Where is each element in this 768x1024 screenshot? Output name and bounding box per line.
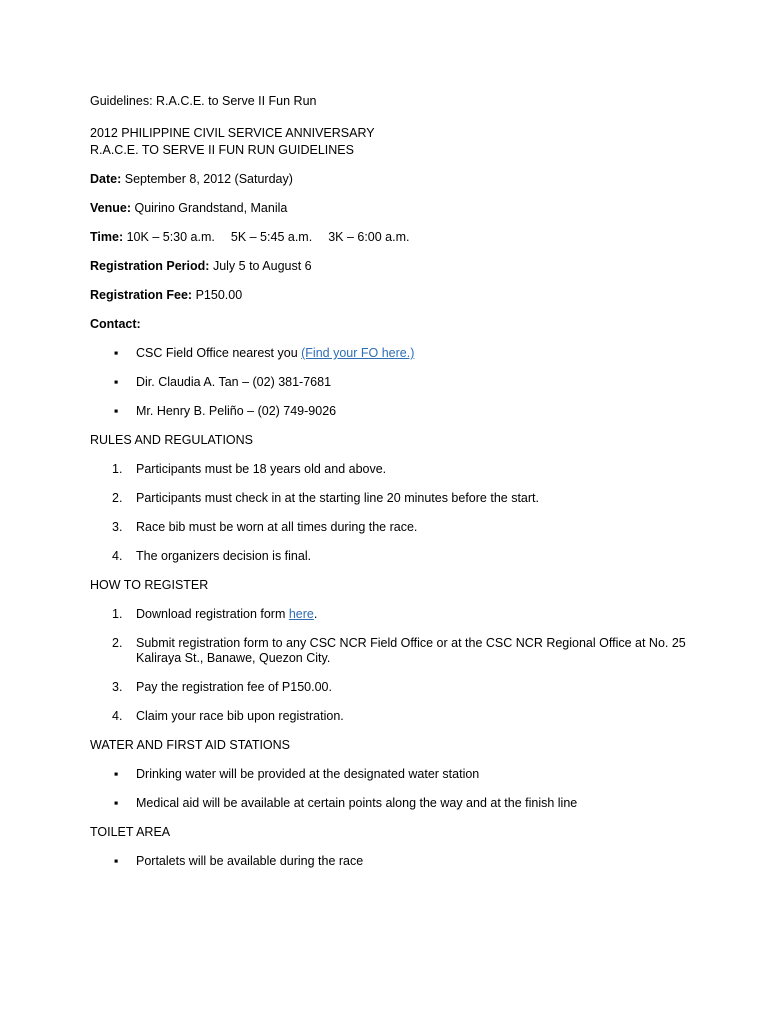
rule-text: Participants must be 18 years old and above. (136, 462, 387, 476)
registration-period-label: Registration Period: (90, 259, 210, 273)
water-item-text: Drinking water will be provided at the designated water station (136, 767, 480, 781)
list-item (90, 796, 710, 811)
registration-period-line (90, 259, 710, 274)
contact-label-text: Contact: (90, 317, 141, 331)
contact-item-text: CSC Field Office nearest you (136, 346, 302, 360)
toilet-list (90, 854, 710, 869)
register-step-text: Download registration form (136, 607, 289, 621)
venue-label: Venue: (90, 201, 131, 215)
venue-line (90, 201, 710, 216)
document-page (90, 94, 710, 883)
item-number: 1. (112, 607, 123, 621)
item-number: 2. (112, 636, 123, 650)
rule-text: Participants must check in at the starting line 20 minutes before the start. (136, 491, 539, 505)
contact-item-text: Dir. Claudia A. Tan – (02) 381-7681 (136, 375, 332, 389)
water-item-text: Medical aid will be available at certain points along the way and at the finish line (136, 796, 578, 810)
bullet-icon: ▪ (114, 346, 119, 360)
rule-text: The organizers decision is final. (136, 549, 312, 563)
list-item (90, 549, 710, 564)
list-item (90, 636, 710, 666)
rules-heading: RULES AND REGULATIONS (90, 433, 254, 447)
time-10k: 10K – 5:30 a.m. (126, 230, 215, 244)
list-item (90, 375, 710, 390)
list-item (90, 462, 710, 477)
find-fo-link[interactable]: (Find your FO here.) (301, 346, 415, 360)
list-item (90, 404, 710, 419)
document-title: Guidelines: R.A.C.E. to Serve II Fun Run (90, 94, 317, 108)
time-label: Time: (90, 230, 124, 244)
time-5k: 5K – 5:45 a.m. (230, 230, 313, 244)
date-value: September 8, 2012 (Saturday) (124, 172, 293, 186)
heading-line-2: R.A.C.E. TO SERVE II FUN RUN GUIDELINES (90, 143, 354, 157)
item-number: 4. (112, 709, 123, 723)
contact-list (90, 346, 710, 419)
list-item (90, 491, 710, 506)
item-number: 2. (112, 491, 123, 505)
water-list (90, 767, 710, 811)
bullet-icon: ▪ (114, 767, 119, 781)
toilet-heading: TOILET AREA (90, 825, 171, 839)
contact-item-text: Mr. Henry B. Peliño – (02) 749-9026 (136, 404, 337, 418)
item-number: 4. (112, 549, 123, 563)
rules-list (90, 462, 710, 564)
time-line (90, 230, 710, 245)
time-3k: 3K – 6:00 a.m. (328, 230, 410, 244)
item-number: 3. (112, 520, 123, 534)
water-heading: WATER AND FIRST AID STATIONS (90, 738, 291, 752)
list-item (90, 709, 710, 724)
register-step-text: Claim your race bib upon registration. (136, 709, 344, 723)
rule-text: Race bib must be worn at all times during the race. (136, 520, 418, 534)
item-number: 1. (112, 462, 123, 476)
register-step-text: Submit registration form to any CSC NCR Field Office or at the CSC NCR Regional Office at No. 25 Kaliraya St., Banawe, Quezon City. (136, 636, 686, 665)
register-heading: HOW TO REGISTER (90, 578, 209, 592)
registration-fee-label: Registration Fee: (90, 288, 193, 302)
venue-value: Quirino Grandstand, Manila (134, 201, 288, 215)
bullet-icon: ▪ (114, 854, 119, 868)
registration-period-value: July 5 to August 6 (212, 259, 312, 273)
register-step-text: Pay the registration fee of P150.00. (136, 680, 332, 694)
bullet-icon: ▪ (114, 375, 119, 389)
list-item (90, 680, 710, 695)
register-list (90, 607, 710, 724)
list-item (90, 854, 710, 869)
registration-fee-line (90, 288, 710, 303)
contact-label (90, 317, 710, 332)
list-item (90, 346, 710, 361)
register-step-period: . (313, 607, 318, 621)
date-label: Date: (90, 172, 122, 186)
heading-line-1: 2012 PHILIPPINE CIVIL SERVICE ANNIVERSARY (90, 126, 375, 140)
bullet-icon: ▪ (114, 404, 119, 418)
date-line (90, 172, 710, 187)
item-number: 3. (112, 680, 123, 694)
toilet-item-text: Portalets will be available during the race (136, 854, 364, 868)
bullet-icon: ▪ (114, 796, 119, 810)
download-form-link[interactable]: here (288, 607, 314, 621)
list-item (90, 520, 710, 535)
list-item (90, 767, 710, 782)
list-item (90, 607, 710, 622)
registration-fee-value: P150.00 (195, 288, 243, 302)
